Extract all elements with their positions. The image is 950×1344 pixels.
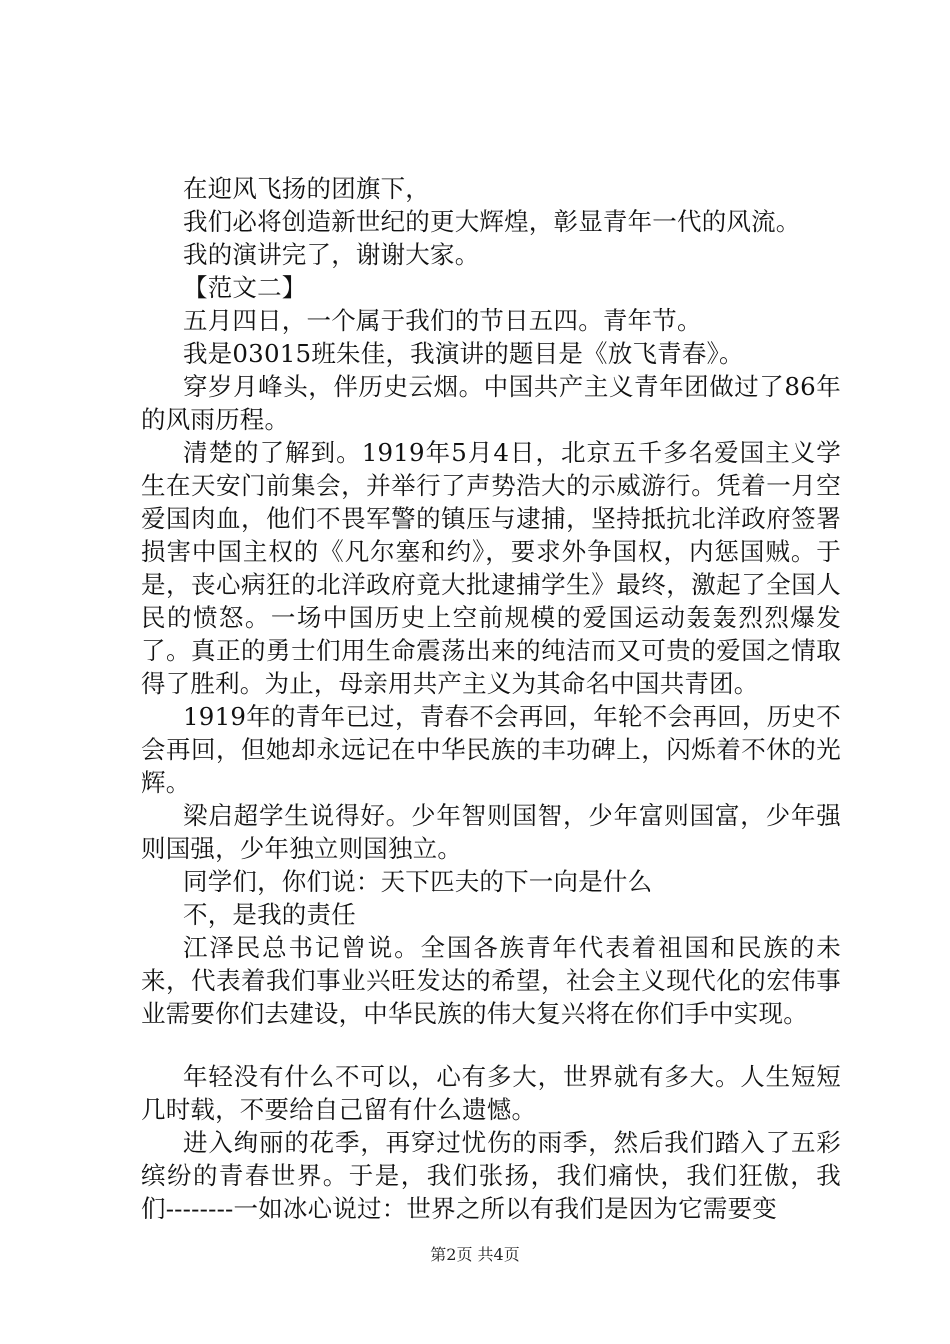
page-number-label: 第2页 共4页 [430, 1245, 520, 1264]
paragraph: 同学们，你们说：天下匹夫的下一向是什么 [183, 867, 653, 896]
document-body [141, 172, 841, 1225]
paragraph: 我的演讲完了，谢谢大家。 [183, 240, 480, 269]
paragraph: 江泽民总书记曾说。全国各族青年代表着祖国和民族的未来，代表着我们事业兴旺发达的希望，社会主义现代化的宏伟事业需要你们去建设，中华民族的伟大复兴将在你们手中实现。 [141, 933, 841, 1028]
paragraph: 清楚的了解到。1919年5月4日，北京五千多名爱国主义学生在天安门前集会，并举行了声势浩大的示威游行。凭着一月空爱国肉血，他们不畏军警的镇压与逮捕，坚持抵抗北洋政府签署损害中国主权的《凡尔塞和约》，要求外争国权，内惩国贼。于是，丧心病狂的北洋政府竟大批逮捕学生》最终，激起了全国人民的愤怒。一场中国历史上空前规模的爱国运动轰轰烈烈爆发了。真正的勇士们用生命震荡出来的纯洁而又可贵的爱国之情取得了胜利。为止，母亲用共产主义为其命名中国共青团。 [141, 438, 841, 698]
paragraph: 年轻没有什么不可以，心有多大，世界就有多大。人生短短几时载，不要给自己留有什么遗憾。 [141, 1062, 841, 1124]
paragraph: 1919年的青年已过，青春不会再回，年轮不会再回，历史不会再回，但她却永远记在中华民族的丰功碑上，闪烁着不休的光辉。 [141, 702, 841, 797]
paragraph: 不，是我的责任 [183, 900, 356, 929]
paragraph: 在迎风飞扬的团旗下， [183, 174, 430, 203]
paragraph: 我们必将创造新世纪的更大辉煌，彰显青年一代的风流。 [183, 207, 801, 236]
paragraph: 五月四日，一个属于我们的节日五四。青年节。 [183, 306, 702, 335]
paragraph: 我是03015班朱佳，我演讲的题目是《放飞青春》。 [183, 339, 744, 368]
paragraph: 穿岁月峰头，伴历史云烟。中国共产主义青年团做过了86年的风雨历程。 [141, 372, 841, 434]
paragraph: 梁启超学生说得好。少年智则国智，少年富则国富，少年强则国强，少年独立则国独立。 [141, 801, 841, 863]
section-heading: 【范文二】 [183, 273, 307, 302]
page-footer [0, 1245, 950, 1265]
paragraph: 进入绚丽的花季，再穿过忧伤的雨季，然后我们踏入了五彩缤纷的青春世界。于是，我们张扬，我们痛快，我们狂傲，我们--------一如冰心说过：世界之所以有我们是因为它需要变 [141, 1128, 841, 1223]
